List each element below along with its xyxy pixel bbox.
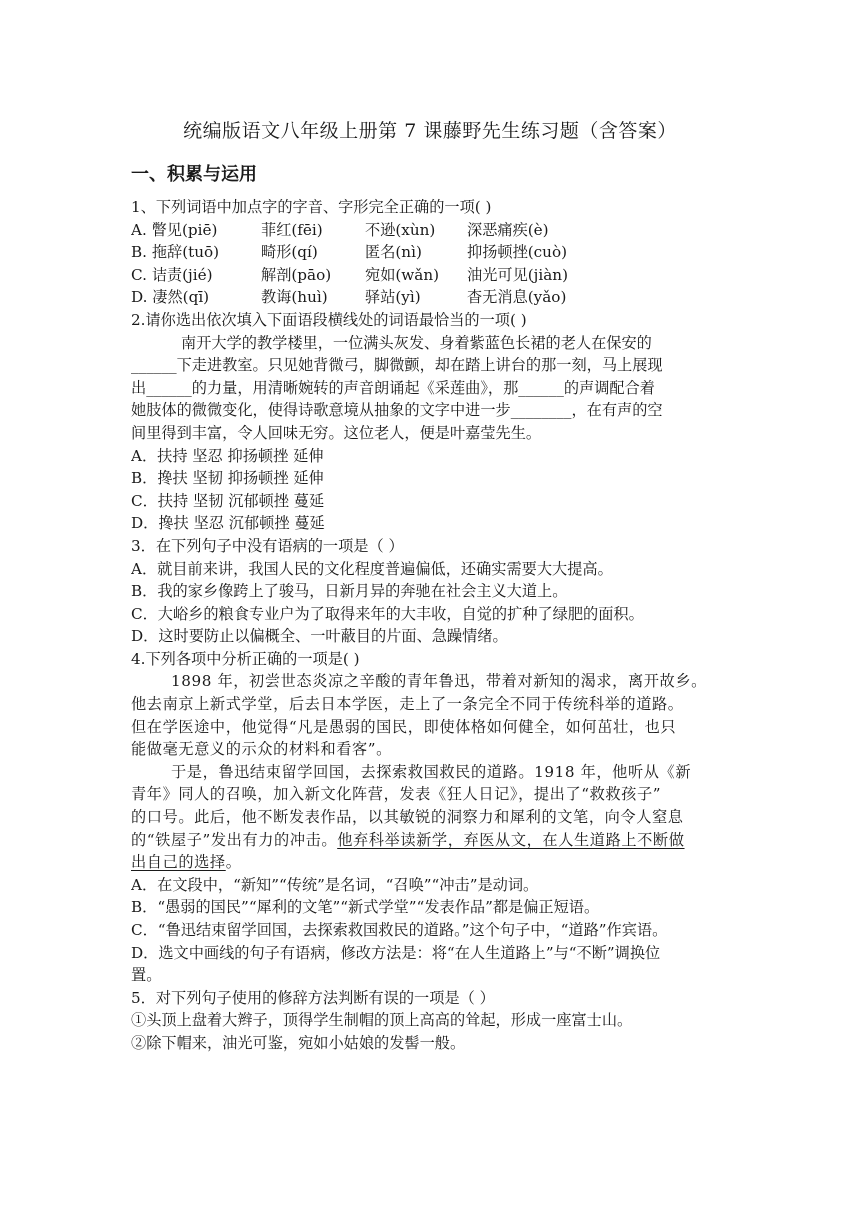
question-4-passage-line: 青年》同人的召唤，加入新文化阵营，发表《狂人日记》，提出了“救救孩子” bbox=[131, 785, 662, 804]
question-4-passage-line: 的“铁屋子”发出有力的冲击。他弃科举读新学，弃医从文，在人生道路上不断做 bbox=[131, 830, 685, 849]
question-3-option-a: A．就目前来讲，我国人民的文化程度普遍偏低，还确实需要大大提高。 bbox=[131, 559, 613, 578]
question-2-option-b: B．搀扶 坚韧 抑扬顿挫 延伸 bbox=[131, 469, 324, 488]
question-2-passage-line: 她肢体的微微变化，使得诗歌意境从抽象的文字中进一步________，在有声的空 bbox=[131, 401, 663, 420]
question-3-option-d: D．这时要防止以偏概全、一叶蔽目的片面、急躁情绪。 bbox=[131, 627, 508, 646]
underlined-sentence: 出自己的选择 bbox=[131, 853, 226, 872]
question-1-stem: 1、下列词语中加点字的字音、字形完全正确的一项( ) bbox=[131, 198, 492, 216]
question-3-option-c: C．大峪乡的粮食专业户为了取得来年的大丰收，自觉的扩种了绿肥的面积。 bbox=[131, 604, 644, 623]
question-4-option-d: D．选文中画线的句子有语病，修改方法是：将“在人生道路上”与“不断”调换位 bbox=[131, 943, 661, 962]
question-4-passage-line: 但在学医途中，他觉得“凡是愚弱的国民，即使体格如何健全，如何茁壮，也只 bbox=[131, 717, 677, 736]
question-4-passage-line: 于是，鲁迅结束留学回国，去探索救国救民的道路。1918 年，他听从《新 bbox=[171, 762, 692, 781]
question-4-passage-line: 能做毫无意义的示众的材料和看客”。 bbox=[131, 740, 392, 759]
question-3-stem: 3．在下列句子中没有语病的一项是（ ） bbox=[131, 536, 404, 555]
question-content bbox=[131, 196, 731, 1055]
question-1-option-b: B. 拖辞(tuō) 畸形(qí) 匿名(nì) 抑扬顿挫(cuò) bbox=[131, 243, 568, 262]
question-2-passage-line: 出______的力量，用清晰婉转的声音朗诵起《采莲曲》，那______的声调配合着 bbox=[131, 378, 655, 397]
question-4-option-b: B．“愚弱的国民”“犀利的文笔”“新式学堂”“发表作品”都是偏正短语。 bbox=[131, 898, 600, 917]
question-1-option-c: C. 诘责(jié) 解剖(pāo) 宛如(wǎn) 油光可见(jiàn) bbox=[131, 265, 569, 284]
question-3-option-b: B．我的家乡像跨上了骏马，日新月异的奔驰在社会主义大道上。 bbox=[131, 582, 568, 601]
question-4-passage-line: 的口号。此后，他不断发表作品，以其敏锐的洞察力和犀利的文笔，向令人窒息 bbox=[131, 808, 684, 827]
question-1-option-d: D. 凄然(qī) 教诲(huì) 驿站(yì) 杳无消息(yǎo) bbox=[131, 288, 567, 307]
question-4-passage-line: 1898 年，初尝世态炎凉之辛酸的青年鲁迅，带着对新知的渴求，离开故乡。 bbox=[171, 672, 707, 691]
question-2-option-c: C．扶持 坚韧 沉郁顿挫 蔓延 bbox=[131, 491, 325, 510]
question-4-passage-line: 出自己的选择。 bbox=[131, 853, 242, 872]
question-2-passage-line: 南开大学的教学楼里，一位满头灰发、身着紫蓝色长裙的老人在保安的 bbox=[181, 333, 652, 352]
question-4-stem: 4.下列各项中分析正确的一项是( ) bbox=[131, 649, 360, 668]
page-title: 统编版语文八年级上册第 7 课藤野先生练习题（含答案） bbox=[183, 120, 677, 142]
question-2-passage-line: ______下走进教室。只见她背微弓，脚微颤，却在踏上讲台的那一刻，马上展现 bbox=[131, 356, 663, 375]
question-5-item: ①头顶上盘着大辫子，顶得学生制帽的顶上高高的耸起，形成一座富士山。 bbox=[131, 1011, 633, 1030]
question-1-option-a: A. 瞥见(piē) 菲红(fēi) 不逊(xùn) 深恶痛疾(è) bbox=[131, 220, 549, 239]
question-2-option-a: A．扶持 坚忍 抑扬顿挫 延伸 bbox=[131, 446, 324, 465]
question-5-stem: 5．对下列句子使用的修辞方法判断有误的一项是（ ） bbox=[131, 988, 495, 1007]
question-2-option-d: D．搀扶 坚忍 沉郁顿挫 蔓延 bbox=[131, 514, 325, 533]
question-4-option-c: C．“鲁迅结束留学回国，去探索救国救民的道路。”这个句子中，“道路”作宾语。 bbox=[131, 921, 668, 939]
question-4-option-d-cont: 置。 bbox=[131, 966, 162, 985]
question-2-stem: 2.请你选出依次填入下面语段横线处的词语最恰当的一项( ) bbox=[131, 310, 527, 329]
underlined-sentence: 他弃科举读新学，弃医从文，在人生道路上不断做 bbox=[337, 830, 685, 849]
section-heading: 一、积累与运用 bbox=[131, 164, 257, 185]
question-4-passage-line: 他去南京上新式学堂，后去日本学医，走上了一条完全不同于传统科举的道路。 bbox=[131, 695, 684, 714]
question-2-passage-line: 间里得到丰富，令人回味无穷。这位老人，便是叶嘉莹先生。 bbox=[131, 423, 542, 442]
question-5-item: ②除下帽来，油光可鉴，宛如小姑娘的发髻一般。 bbox=[131, 1033, 466, 1052]
question-4-option-a: A．在文段中，“新知”“传统”是名词，“召唤”“冲击”是动词。 bbox=[131, 875, 539, 894]
